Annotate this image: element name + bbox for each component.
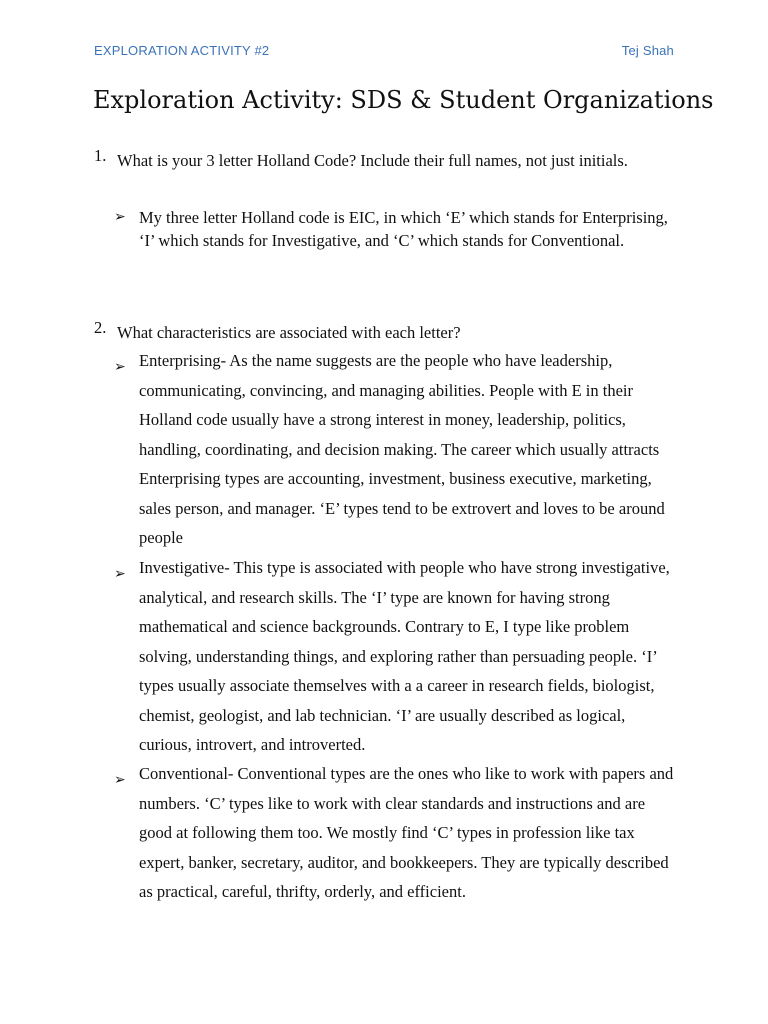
answer-2-2: [114, 553, 679, 760]
document-title: Exploration Activity: SDS & Student Organizations: [93, 86, 714, 114]
answer-2-3: [114, 759, 679, 907]
answer-text: My three letter Holland code is EIC, in which ‘E’ which stands for Enterprising, ‘I’ which stands for Investigative, and ‘C’ which stands for Conventional.: [139, 208, 668, 250]
question-text: What characteristics are associated with each letter?: [117, 323, 461, 342]
question-number: 2.: [94, 318, 107, 337]
page-header: [94, 43, 674, 63]
answer-1-1: [114, 206, 679, 252]
answer-text: Enterprising- As the name suggests are the people who have leadership, communicating, convincing, and managing abilities. People with E in their Holland code usually have a strong interest in money, leadership, politics, handling, coordinating, and decision making. The career which usually attracts Enterprising types are accounting, investment, business executive, marketing, sales person, and manager. ‘E’ types tend to be extrovert and loves to be around people: [139, 351, 665, 547]
question-text: What is your 3 letter Holland Code? Include their full names, not just initials.: [117, 151, 628, 170]
header-left-text: EXPLORATION ACTIVITY #2: [94, 43, 270, 58]
answer-2-1: [114, 346, 679, 553]
answer-text: Conventional- Conventional types are the ones who like to work with papers and numbers. ‘C’ types like to work with clear standards and instructions and are good at following them too. We mostly find ‘C’ types in profession like tax expert, banker, secretary, auditor, and bookkeepers. They are typically described as practical, careful, thrifty, orderly, and efficient.: [139, 764, 674, 901]
arrow-bullet-icon: ➢: [114, 566, 126, 582]
arrow-bullet-icon: ➢: [114, 772, 126, 788]
question-1: [94, 146, 684, 175]
question-number: 1.: [94, 146, 107, 165]
answer-text: Investigative- This type is associated with people who have strong investigative, analytical, and research skills. The ‘I’ type are known for having strong mathematical and science backgrounds. Contrary to E, I type like problem solving, understanding things, and exploring rather than persuading people. ‘I’ types usually associate themselves with a a career in research fields, biologist, chemist, geologist, and lab technician. ‘I’ are usually described as logical, curious, introvert, and introverted.: [139, 558, 670, 754]
arrow-bullet-icon: ➢: [114, 359, 126, 375]
question-2: [94, 318, 684, 347]
arrow-bullet-icon: ➢: [114, 209, 126, 225]
header-author: Tej Shah: [621, 43, 674, 58]
